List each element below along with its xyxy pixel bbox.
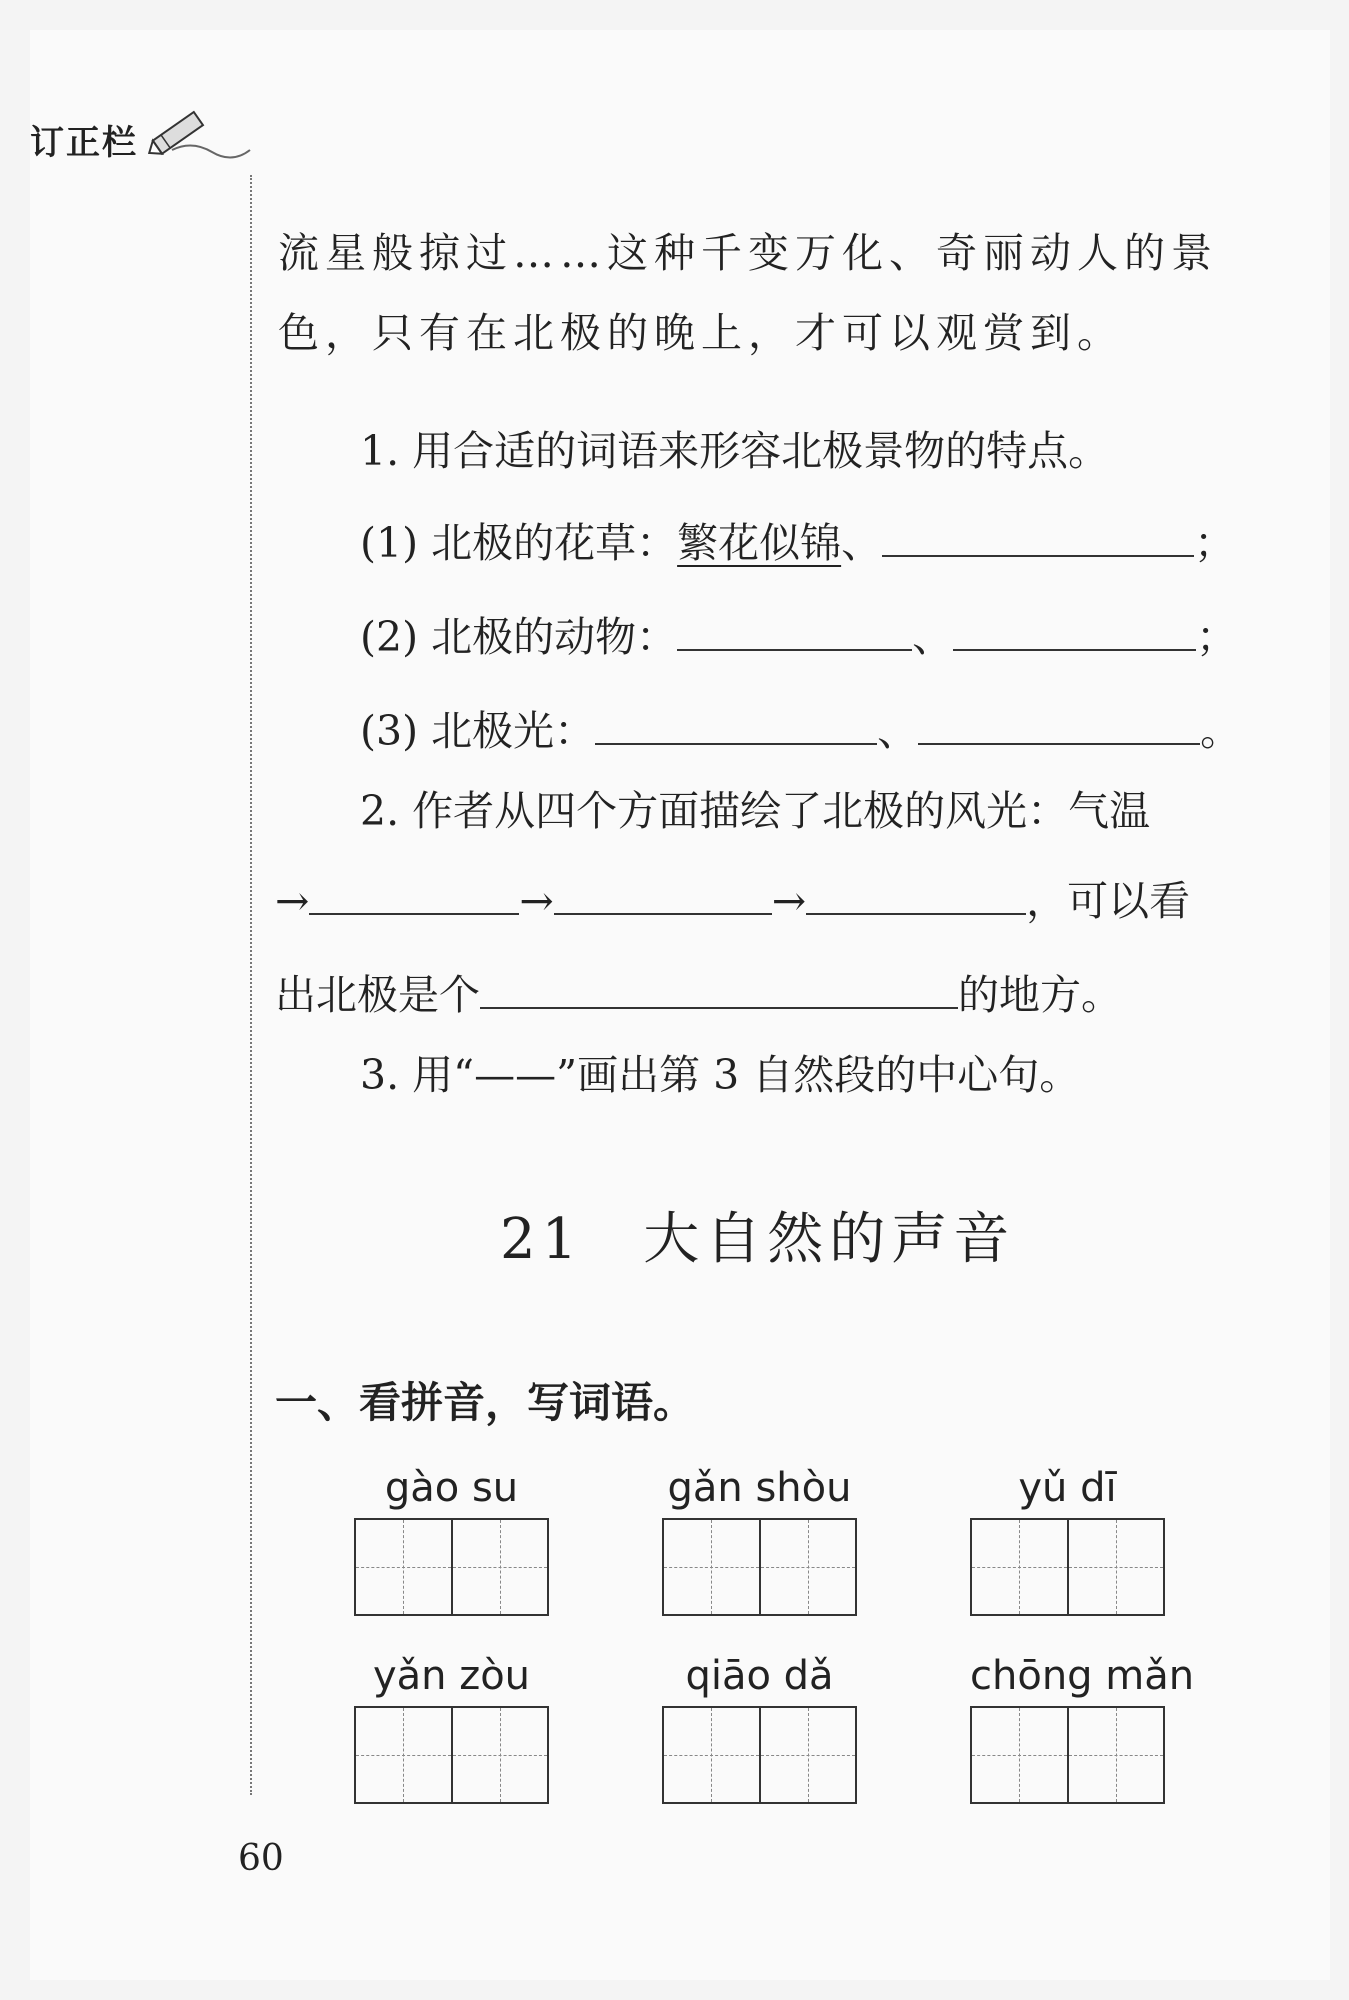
q1b-blank-1[interactable]: [677, 615, 912, 651]
q2-line3-start: 出北极是个: [275, 971, 480, 1019]
lesson-title: [500, 1195, 1015, 1275]
page-number: 60: [238, 1838, 284, 1879]
q2-blank-3[interactable]: [806, 879, 1026, 915]
writing-grid[interactable]: [662, 1518, 857, 1616]
q1a-separator: 、: [841, 519, 883, 567]
writing-grid[interactable]: [354, 1706, 549, 1804]
q2-tail: ，可以看: [1026, 877, 1191, 925]
arrow-3: →: [771, 877, 807, 925]
writing-grid[interactable]: [970, 1518, 1165, 1616]
question-1-part-a: [360, 510, 1235, 569]
writing-grid[interactable]: [970, 1706, 1165, 1804]
q1b-label: (2) 北极的动物：: [360, 613, 678, 661]
pinyin-item: [354, 1650, 549, 1804]
arrow-1: →: [275, 877, 310, 925]
pinyin-text: yǎn zòu: [372, 1653, 531, 1699]
pinyin-item: [970, 1462, 1165, 1616]
pencil-icon: [142, 100, 252, 160]
q2-blank-2[interactable]: [554, 879, 772, 915]
pinyin-text: gào su: [384, 1465, 519, 1511]
passage-line-2: 色，只有在北极的晚上，才可以观赏到。: [278, 309, 1124, 357]
q1c-end: 。: [1200, 707, 1242, 755]
lesson-number: 21: [500, 1207, 584, 1272]
question-2-line-2: [275, 868, 1190, 927]
pinyin-item: [662, 1650, 857, 1804]
passage-line-1: 流星般掠过……这种千变万化、奇丽动人的景: [278, 229, 1218, 277]
question-1-part-b: [360, 604, 1237, 663]
q1a-blank[interactable]: [882, 521, 1194, 557]
q2-blank-4[interactable]: [480, 973, 958, 1009]
arrow-2: →: [519, 877, 554, 925]
pinyin-item: [662, 1462, 857, 1616]
q1b-end: ；: [1196, 613, 1238, 661]
q1c-blank-2[interactable]: [918, 709, 1200, 745]
question-3: 3. 用“——”画出第 3 自然段的中心句。: [360, 1051, 1081, 1099]
q1b-blank-2[interactable]: [953, 615, 1196, 651]
pinyin-text: qiāo dǎ: [685, 1653, 834, 1699]
question-1-title: 1. 用合适的词语来形容北极景物的特点。: [360, 427, 1110, 475]
question-2-line-1: 2. 作者从四个方面描绘了北极的风光：气温: [360, 787, 1151, 835]
question-2-line-3: [275, 962, 1122, 1021]
correction-column-label: 订正栏: [30, 123, 138, 163]
pinyin-text: chōng mǎn: [970, 1653, 1195, 1699]
q1c-separator: 、: [877, 707, 919, 755]
q1c-label: (3) 北极光：: [360, 707, 596, 755]
pinyin-item: [354, 1462, 549, 1616]
q2-blank-1[interactable]: [309, 879, 519, 915]
q1a-given-answer: 繁花似锦: [677, 519, 842, 567]
q1a-label: (1) 北极的花草：: [360, 519, 678, 567]
q1a-end: ；: [1194, 519, 1236, 567]
writing-grid[interactable]: [662, 1706, 857, 1804]
question-1-part-c: [360, 698, 1241, 757]
q2-line3-end: 的地方。: [958, 971, 1122, 1019]
pinyin-item: [970, 1650, 1195, 1804]
writing-grid[interactable]: [354, 1518, 549, 1616]
q1c-blank-1[interactable]: [595, 709, 877, 745]
lesson-name: 大自然的声音: [643, 1207, 1016, 1272]
q1b-separator: 、: [912, 613, 954, 661]
margin-dotted-divider: [250, 175, 252, 1795]
pinyin-text: gǎn shòu: [667, 1465, 852, 1511]
pinyin-text: yǔ dī: [1018, 1465, 1117, 1511]
section-1-heading: 一、看拼音，写词语。: [275, 1378, 696, 1427]
